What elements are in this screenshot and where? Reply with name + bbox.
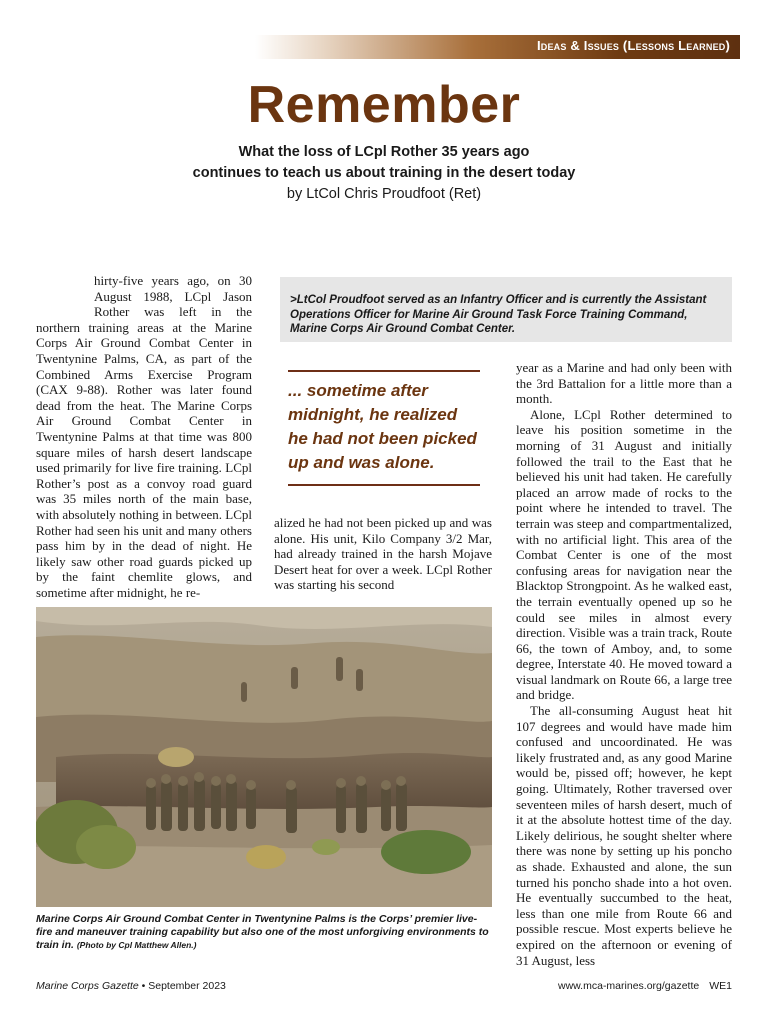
body-paragraph-4: Alone, LCpl Rother determined to leave his position sometime in the morning of 31 August and initially followed the trail to the East that he believed his unit had taken. He carefully placed an arrow made of rocks to the point where he intended to travel. The terrain was steep and compartmentalized, with no artificial light. This area of the Combat Center is one of the most confusing areas for navigation near the Blacktop Strongpoint. As he walked east, the terrain eventually opened up so he could see miles in almost every direction. Visible was a train track, Route 66, the town of Amboy, and, to some degree, Interstate 40. He moved toward a visual landmark on Route 66, a large tree and bridge. (516, 406, 732, 703)
byline: by LtCol Chris Proudfoot (Ret) (286, 186, 482, 202)
footer-separator: • (138, 980, 149, 992)
body-paragraph-2: alized he had not been picked up and was alone. His unit, Kilo Company 3/2 Mar, had already trained in the harsh Mojave Desert heat for over a week. LCpl Rother was starting his second (274, 515, 492, 593)
subtitle-line-2: continues to teach us about training in the desert today (192, 165, 576, 181)
pull-quote: ... sometime after midnight, he realized he had not been picked up and was alone. (288, 370, 480, 486)
body-column-3 (516, 360, 732, 968)
section-label: Ideas & Issues (Lessons Learned) (536, 38, 730, 53)
footer-url-page (558, 980, 732, 992)
footer-publication (36, 980, 226, 992)
subtitle-line-1: What the loss of LCpl Rother 35 years ago (238, 144, 530, 160)
caption-text: Marine Corps Air Ground Combat Center in Twentynine Palms is the Corps’ premier live-fire and maneuver training capability but also one of the most unforgiving environments to train in. (36, 913, 489, 951)
article-title: Remember (247, 76, 521, 134)
photo-caption (36, 913, 492, 951)
body-column-1 (36, 273, 252, 600)
photo-illustration (36, 607, 492, 907)
body-paragraph-1: hirty-five years ago, on 30 August 1988, LCpl Jason Rother was left in the northern training areas at the Marine Corps Air Ground Combat Center in Twentynine Palms, CA, as part of the Combined Arms Exercise Program (CAX 9-88). Rother was later found dead from the heat. The Marine Corps Air Ground Combat Center in Twentynine Palms at that time was 800 square miles of harsh desert landscape used primarily for live fire training. LCpl Rother’s post as a convoy road guard was 35 miles north of the main base, with absolutely nothing in between. LCpl Rother had seen his unit and many others pass him by in the dead of night. He likely saw other road guards picked up by the faint chemlite glows, and sometime after midnight, he re- (36, 273, 252, 600)
body-paragraph-3: year as a Marine and had only been with the 3rd Battalion for a little more than a month. (516, 360, 732, 407)
issue-date: September 2023 (148, 980, 226, 992)
drop-cap-space (36, 273, 94, 319)
body-column-2 (274, 515, 492, 593)
photo-credit: (Photo by Cpl Matthew Allen.) (76, 939, 197, 950)
page-number: WE1 (709, 980, 732, 992)
body-paragraph-5: The all-consuming August heat hit 107 degrees and would have made him confused and uncoordinated. He was likely frustrated and, as any good Marine would be, pissed off; however, he kept going. Ultimately, Rother traversed over seventeen miles of harsh desert, much of it at the absolute hottest time of the day. Likely delirious, he sought shelter where there was none by setting up his poncho as shade. Exhausted and alone, the sun turned his poncho shade into a hot oven. He eventually succumbed to the heat, less than one mile from Route 66 and possible rescue. Most experts believe he expired on the afternoon or evening of 31 August, less (516, 703, 732, 968)
publication-name: Marine Corps Gazette (36, 980, 139, 992)
desert-training-photo (36, 607, 492, 907)
author-note-box: >LtCol Proudfoot served as an Infantry Officer and is currently the Assistant Operations Officer for Marine Air Ground Task Force Training Command, Marine Corps Air Ground Combat Center. (280, 277, 732, 342)
footer-url[interactable]: www.mca-marines.org/gazette (558, 980, 700, 992)
section-banner (255, 35, 740, 59)
article-subtitle (0, 142, 768, 184)
